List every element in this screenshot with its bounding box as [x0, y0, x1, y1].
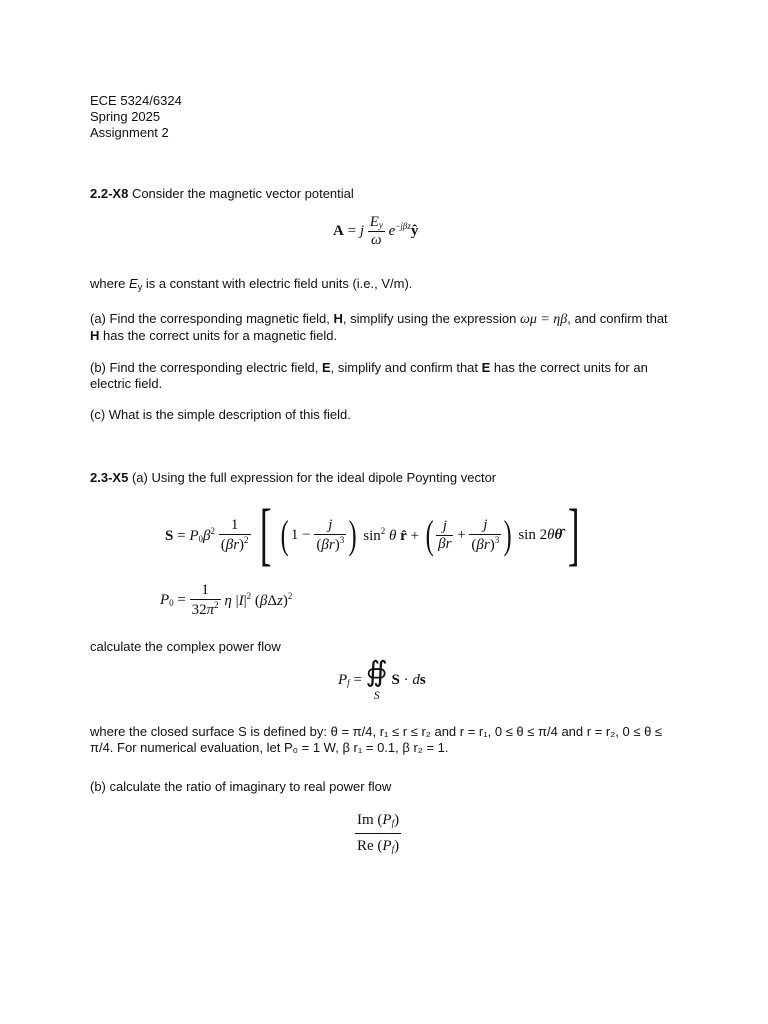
equation-power-ratio: $\frac{Im (P_f)}{Re (P_f)}$ — [357, 812, 400, 854]
problem2-id: 2.3-X5 — [90, 470, 129, 485]
problem1-intro-text: Consider the magnetic vector potential — [131, 186, 354, 201]
problem2-intro: 2.3-X5 (a) Using the full expression for the ideal dipole Poynting vector — [90, 470, 497, 485]
problem1-part-b: (b) Find the corresponding electric field, E, simplify and confirm that E has the correct units for an electric field. — [90, 360, 648, 391]
term: Spring 2025 — [90, 109, 161, 124]
problem1-id: 2.2-X8 — [90, 186, 129, 201]
problem2-part-b: (b) calculate the ratio of imaginary to real power flow — [90, 779, 392, 794]
problem1-part-c: (c) What is the simple description of this field. — [90, 407, 351, 422]
assignment-title: Assignment 2 — [90, 125, 169, 140]
problem1-part-a: (a) Find the corresponding magnetic field, H, simplify using the expression ωμ = ηβ, and confirm that H has the correct units for a magnetic field. — [90, 311, 668, 343]
equation-poynting-vector: $S = P_0\beta^2$ $\frac{1}{(\beta r)^2}$ [ ( 1 − $\frac{j}{(\beta r)^3}$ ) $\sin^2 \theta$ r̂ + ( $\frac{j}{\beta r}$ + $\frac{j}{(\beta r)^3}$ ) sin 2θθ̂] — [165, 496, 580, 573]
problem1-intro — [90, 186, 680, 202]
course-code: ECE 5324/6324 — [90, 93, 182, 108]
equation-power-flow: $P_f$ = ∯ S S · ds — [338, 657, 426, 702]
problem2-surface-definition: where the closed surface S is defined by: θ = π/4, r₁ ≤ r ≤ r₂ and r = r₁, 0 ≤ θ ≤ π/4 and r = r₂, 0 ≤ θ ≤ π/4. For numerical evaluation, let P₀ = 1 W, β r₁ = 0.1, β r₂ = 1. — [90, 724, 663, 755]
equation-p0: $P_0$ = $\frac{1}{32\pi^2}$ η $|I|^2$ $(\beta\Delta z)^2$ — [160, 582, 293, 618]
problem1-where: where $E_y$ is a constant with electric field units (i.e., V/m). — [90, 276, 413, 292]
document-header — [90, 93, 680, 141]
problem2-calc-text: calculate the complex power flow — [90, 639, 281, 654]
equation-vector-potential: A = j $\frac{E_y}{\omega}$ $e^{-j\beta z}ŷ$ — [333, 214, 419, 248]
